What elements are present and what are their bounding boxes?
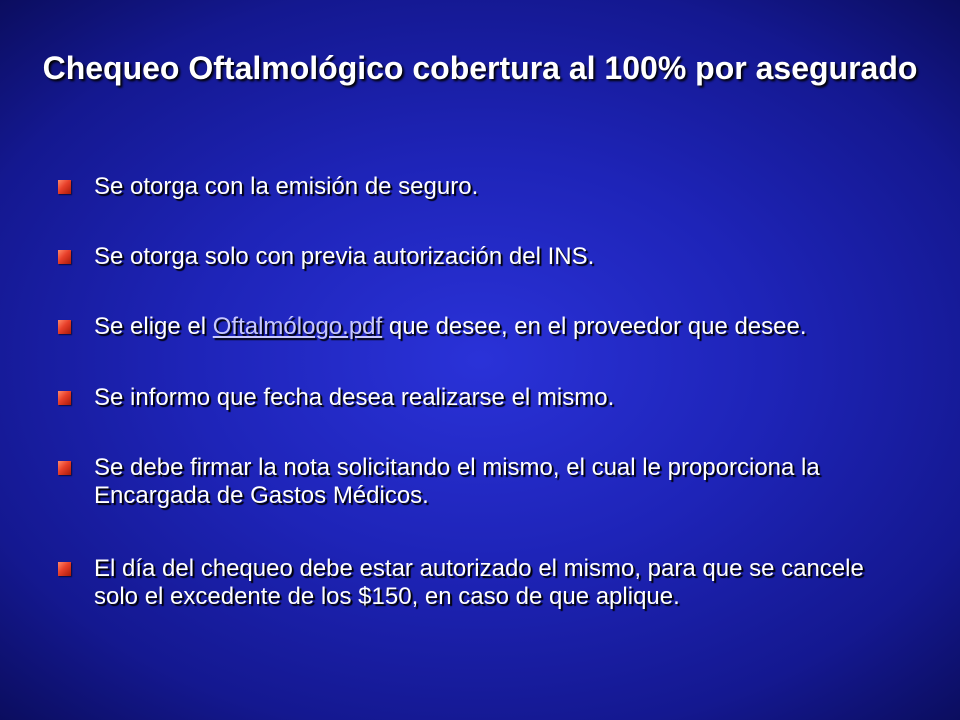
bullet-text: Se informo que fecha desea realizarse el mismo.: [94, 384, 615, 411]
bullet-marker-icon: [58, 391, 71, 405]
oftalmologo-pdf-link[interactable]: Oftalmólogo.pdf: [212, 313, 383, 340]
slide-title: Chequeo Oftalmológico cobertura al 100% por asegurado: [42, 50, 918, 86]
bullet-text: El día del chequeo debe estar autorizado el mismo, para que se cancele solo el excedente de los $150, en caso de que aplique.: [94, 555, 864, 610]
bullet-marker-icon: [58, 562, 71, 576]
bullet-marker-icon: [58, 320, 71, 334]
bullet-text-after: que desee, en el proveedor que desee.: [382, 313, 807, 340]
bullet-marker-icon: [58, 180, 71, 194]
bullet-text: Se otorga solo con previa autorización del INS.: [94, 243, 595, 270]
bullet-marker-icon: [58, 250, 71, 264]
bullet-marker-icon: [58, 461, 71, 475]
bullet-text: Se debe firmar la nota solicitando el mismo, el cual le proporciona la Encargada de Gastos Médicos.: [94, 454, 820, 509]
bullet-text: [94, 313, 914, 341]
bullet-text: Se otorga con la emisión de seguro.: [94, 173, 479, 200]
bullet-text-before: Se elige el: [94, 313, 213, 340]
